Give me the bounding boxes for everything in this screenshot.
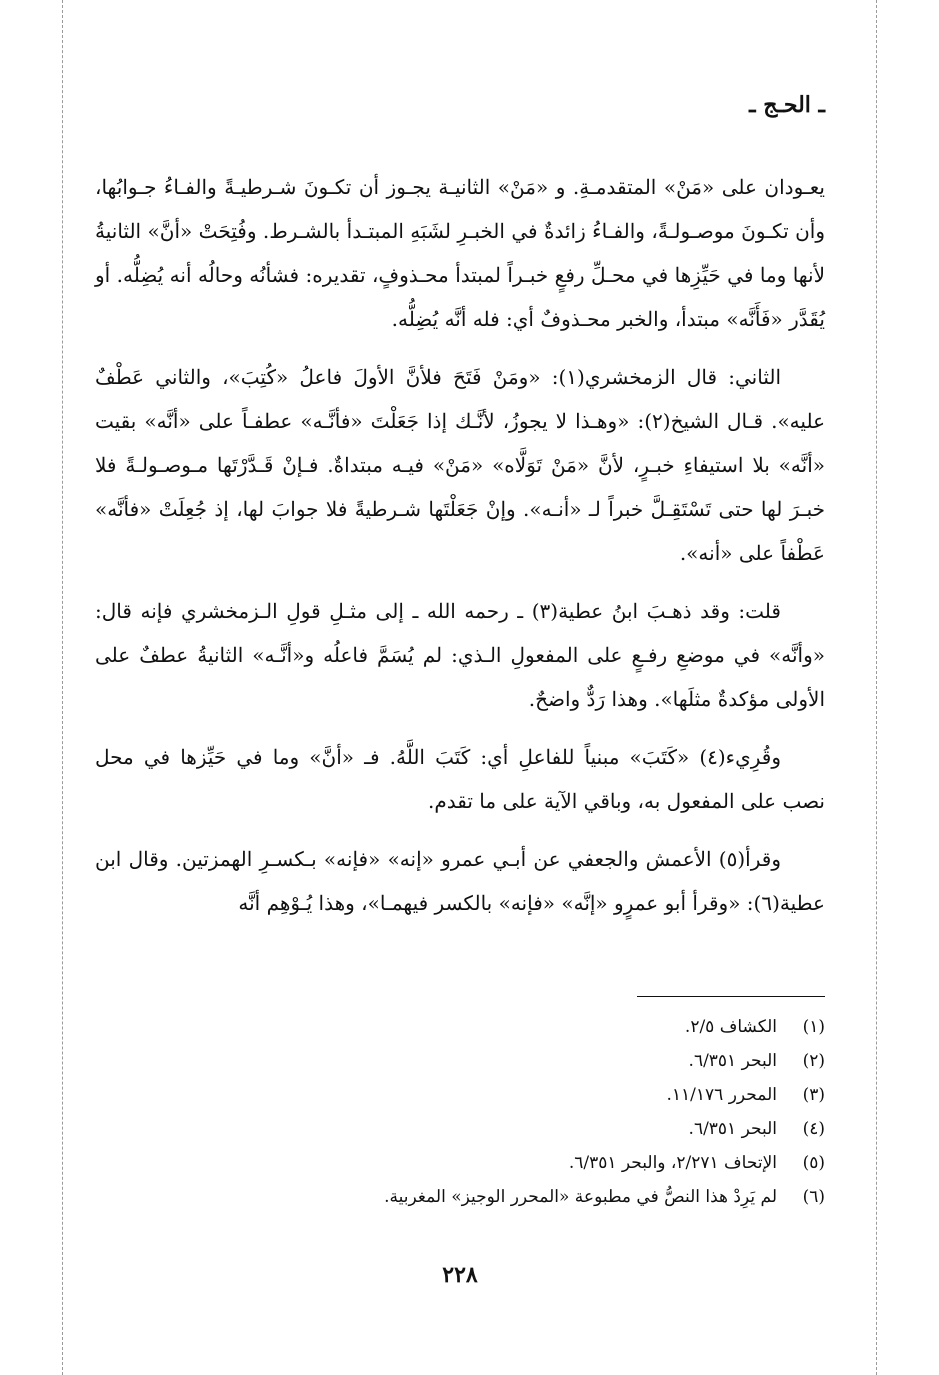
paragraph-3: قلت: وقد ذهـبَ ابنُ عطية(٣) ـ رحمه الله ـ إلى مثـلِ قولِ الـزمخشري فإنه قال: «وأنَّه» في موضعِ رفـعٍ على المفعولِ الـذي: لم يُسَمَّ فاعلُه و«أنَّـه» الثانيةُ عطفٌ على الأولى مؤكدةٌ مثلَها». وهذا رَدٌّ واضحٌ.: [95, 599, 825, 711]
footnote-item: [95, 1112, 825, 1146]
paragraph-2: الثاني: قال الزمخشري(١): «ومَنْ فَتَحَ فلأنَّ الأولَ فاعلُ «كُتِبَ»، والثاني عَطْفٌ عليه». قـال الشيخ(٢): «وهـذا لا يجوزُ، لأنَّـك إذا جَعَلْتَ «فأنَّـه» عطفـاً على «أنَّه» بقيت «أنَّه» بلا استيفاءِ خبـرٍ، لأنَّ «مَنْ تَوَلَّاه» «مَنْ» فيـه مبتداةٌ. فـإنْ قَـدَّرْتَها مـوصـولـةً فلا خبـرَ لها حتى تَسْتَقِـلَّ خبراً لـ «أنـه». وإنْ جَعَلْتَها شـرطيةً فلا جوابَ لها، إذ جُعِلَتْ «فأنَّه» عَطْفاً على «أنه».: [95, 365, 825, 565]
paragraph-1: يعـودان على «مَنْ» المتقدمـةِ. و «مَنْ» الثانيـة يجـوز أن تكـونَ شـرطيـةً والفـاءُ جـوابُها، وأن تكـونَ موصـولـةً، والفـاءُ زائدةٌ في الخبـرِ لشَبَهِ المبتـدأ بالشـرط. وفُتِحَتْ «أنَّ» الثانيةُ لأنها وما في حَيِّزِها في محـلِّ رفعٍ خبـراً لمبتدأ محـذوفٍ، تقديره: فشأنُه وحالُه أنه يُضِلُّه. أو يُقَدَّر «فَأَنَّه» مبتدأ، والخبر محـذوفٌ أي: فله أنَّه يُضِلُّه.: [95, 175, 825, 331]
document-page: [95, 0, 825, 1375]
footnote-number: (١): [802, 1017, 825, 1037]
running-header: ـ الحـج ـ: [749, 92, 825, 118]
paragraph-5: وقرأ(٥) الأعمش والجعفي عن أبـي عمرو «إنه» «فإنه» بـكسـرِ الهمزتين. وقال ابن عطية(٦): «وقرأ أبو عمرٍو «إنَّه» «فإنه» بالكسر فيهمـا»، وهذا يُـوْهِم أنَّه: [95, 847, 825, 915]
footnote-number: (٥): [802, 1153, 825, 1173]
footnote-item: [95, 1078, 825, 1112]
footnote-item: [95, 1044, 825, 1078]
footnote-number: (٦): [802, 1187, 825, 1207]
paragraph-4: وقُرِيء(٤) «كَتَبَ» مبنياً للفاعلِ أي: كَتَبَ اللَّهُ. فـ «أنَّ» وما في حَيِّزها في محل نصب على المفعول به، وباقي الآية على ما تقدم.: [95, 745, 825, 813]
footnote-item: [95, 1010, 825, 1044]
footnote-number: (٤): [802, 1119, 825, 1139]
footnote-item: [95, 1146, 825, 1180]
footnote-number: (٢): [802, 1051, 825, 1071]
footnote-text: الإتحاف ٢/٢٧١، والبحر ٦/٣٥١.: [568, 1153, 777, 1173]
margin-guide-left: [62, 0, 63, 1375]
margin-guide-right: [876, 0, 877, 1375]
footnote-text: لم يَرِدْ هذا النصُّ في مطبوعة «المحرر الوجيز» المغربية.: [384, 1187, 777, 1207]
footnote-text: الكشاف ٢/٥.: [684, 1017, 777, 1037]
footnote-number: (٣): [802, 1085, 825, 1105]
footnote-divider: [637, 996, 825, 997]
footnotes-list: [95, 1010, 825, 1214]
footnote-text: البحر ٦/٣٥١.: [688, 1119, 777, 1139]
footnote-text: المحرر ١١/١٧٦.: [666, 1085, 777, 1105]
main-text: [95, 165, 825, 939]
footnote-item: [95, 1180, 825, 1214]
page-number: ٢٢٨: [442, 1262, 478, 1288]
footnote-text: البحر ٦/٣٥١.: [688, 1051, 777, 1071]
